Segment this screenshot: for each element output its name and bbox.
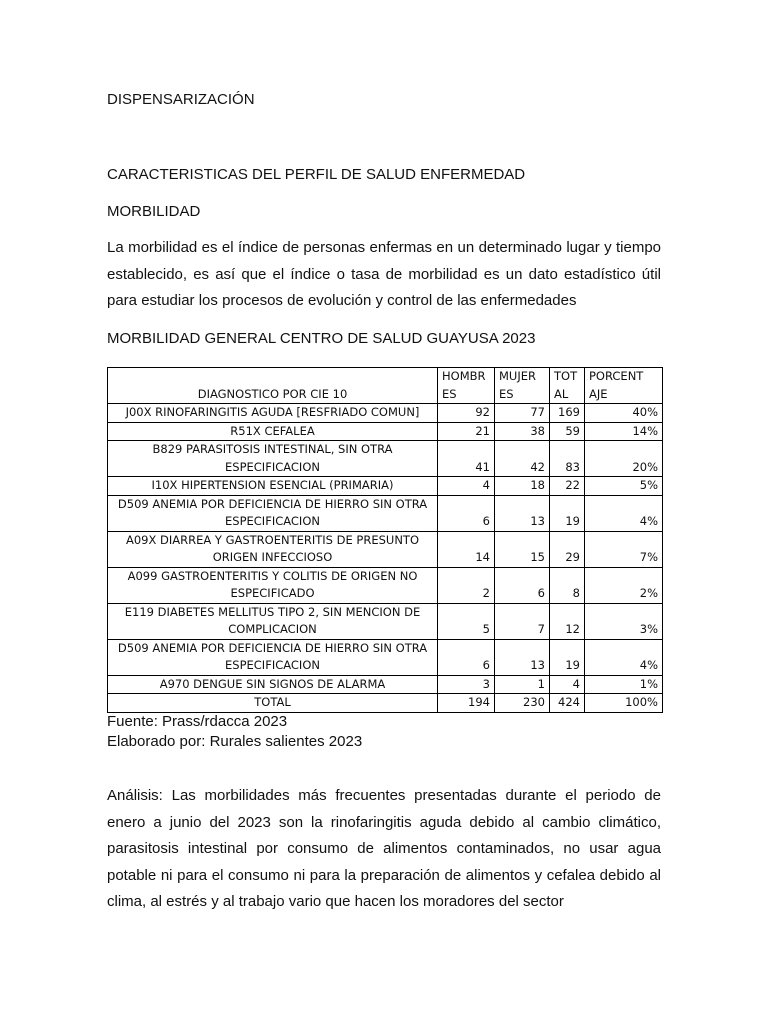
mujeres-cell: 15: [495, 531, 550, 567]
author-note: Elaborado por: Rurales salientes 2023: [107, 733, 363, 750]
analysis-line: enero a junio del 2023 son la rinofaringitis aguda debido al cambio climático,: [107, 813, 661, 831]
intro-line: La morbilidad es el índice de personas enfermas en un determinado lugar y tiempo: [107, 239, 661, 256]
total-cell: 29: [550, 531, 585, 567]
diagnosis-cell: D509 ANEMIA POR DEFICIENCIA DE HIERRO SIN OTRA ESPECIFICACION: [108, 495, 438, 531]
total-cell: 22: [550, 477, 585, 496]
table-title: MORBILIDAD GENERAL CENTRO DE SALUD GUAYUSA 2023: [107, 330, 536, 347]
table-row: [108, 639, 663, 675]
total-label: TOTAL: [108, 694, 438, 713]
hombres-cell: 41: [438, 441, 495, 477]
mujeres-cell: 1: [495, 675, 550, 694]
header-mujeres: MUJER ES: [495, 368, 550, 404]
porcentaje-cell: 2%: [585, 567, 663, 603]
header-total: TOT AL: [550, 368, 585, 404]
porcentaje-cell: 40%: [585, 404, 663, 423]
hombres-cell: 92: [438, 404, 495, 423]
hombres-cell: 21: [438, 422, 495, 441]
total-cell: 59: [550, 422, 585, 441]
diagnosis-cell: J00X RINOFARINGITIS AGUDA [RESFRIADO COMUN]: [108, 404, 438, 423]
total-cell: 12: [550, 603, 585, 639]
table-row: [108, 404, 663, 423]
diagnosis-cell: E119 DIABETES MELLITUS TIPO 2, SIN MENCION DE COMPLICACION: [108, 603, 438, 639]
total-porcentaje: 100%: [585, 694, 663, 713]
table-row: [108, 603, 663, 639]
porcentaje-cell: 4%: [585, 639, 663, 675]
hombres-cell: 6: [438, 495, 495, 531]
morbidity-table: [107, 367, 663, 713]
analysis-line: potable ni para el consumo ni para la preparación de alimentos y cefalea debido al: [107, 866, 661, 884]
diagnosis-cell: A970 DENGUE SIN SIGNOS DE ALARMA: [108, 675, 438, 694]
table-row: [108, 675, 663, 694]
header-diagnostico: DIAGNOSTICO POR CIE 10: [108, 368, 438, 404]
diagnosis-cell: R51X CEFALEA: [108, 422, 438, 441]
analysis-line: clima, al estrés y al trabajo vario que hacen los moradores del sector: [107, 893, 564, 910]
table-header-row: [108, 368, 663, 404]
porcentaje-cell: 20%: [585, 441, 663, 477]
hombres-cell: 6: [438, 639, 495, 675]
porcentaje-cell: 3%: [585, 603, 663, 639]
hombres-cell: 3: [438, 675, 495, 694]
mujeres-cell: 38: [495, 422, 550, 441]
heading-perfil-salud: CARACTERISTICAS DEL PERFIL DE SALUD ENFERMEDAD: [107, 166, 526, 183]
total-cell: 169: [550, 404, 585, 423]
intro-line: para estudiar los procesos de evolución y control de las enfermedades: [107, 292, 577, 309]
header-hombres: HOMBR ES: [438, 368, 495, 404]
analysis-line: parasitosis intestinal por consumo de alimentos contaminados, no usar agua: [107, 840, 661, 857]
heading-morbilidad: MORBILIDAD: [107, 203, 201, 220]
table-row: [108, 567, 663, 603]
mujeres-cell: 18: [495, 477, 550, 496]
table-total-row: [108, 694, 663, 713]
total-hombres: 194: [438, 694, 495, 713]
mujeres-cell: 13: [495, 639, 550, 675]
total-mujeres: 230: [495, 694, 550, 713]
table-row: [108, 495, 663, 531]
total-cell: 4: [550, 675, 585, 694]
diagnosis-cell: A09X DIARREA Y GASTROENTERITIS DE PRESUNTO ORIGEN INFECCIOSO: [108, 531, 438, 567]
table-row: [108, 441, 663, 477]
intro-line: establecido, es así que el índice o tasa de morbilidad es un dato estadístico útil: [107, 265, 661, 283]
table-row: [108, 531, 663, 567]
mujeres-cell: 6: [495, 567, 550, 603]
mujeres-cell: 7: [495, 603, 550, 639]
hombres-cell: 14: [438, 531, 495, 567]
hombres-cell: 5: [438, 603, 495, 639]
total-cell: 8: [550, 567, 585, 603]
table-row: [108, 477, 663, 496]
analysis-paragraph: [107, 783, 661, 916]
porcentaje-cell: 4%: [585, 495, 663, 531]
total-total: 424: [550, 694, 585, 713]
mujeres-cell: 42: [495, 441, 550, 477]
hombres-cell: 2: [438, 567, 495, 603]
diagnosis-cell: A099 GASTROENTERITIS Y COLITIS DE ORIGEN NO ESPECIFICADO: [108, 567, 438, 603]
intro-paragraph: [107, 235, 661, 315]
total-cell: 19: [550, 639, 585, 675]
total-cell: 83: [550, 441, 585, 477]
mujeres-cell: 77: [495, 404, 550, 423]
porcentaje-cell: 5%: [585, 477, 663, 496]
table-row: [108, 422, 663, 441]
porcentaje-cell: 7%: [585, 531, 663, 567]
source-note: Fuente: Prass/rdacca 2023: [107, 713, 288, 730]
porcentaje-cell: 14%: [585, 422, 663, 441]
diagnosis-cell: B829 PARASITOSIS INTESTINAL, SIN OTRA ESPECIFICACION: [108, 441, 438, 477]
diagnosis-cell: D509 ANEMIA POR DEFICIENCIA DE HIERRO SIN OTRA ESPECIFICACION: [108, 639, 438, 675]
diagnosis-cell: I10X HIPERTENSION ESENCIAL (PRIMARIA): [108, 477, 438, 496]
hombres-cell: 4: [438, 477, 495, 496]
header-porcentaje: PORCENT AJE: [585, 368, 663, 404]
heading-dispensarizacion: DISPENSARIZACIÓN: [107, 91, 255, 108]
total-cell: 19: [550, 495, 585, 531]
analysis-line: Análisis: Las morbilidades más frecuentes presentadas durante el periodo de: [107, 787, 661, 804]
mujeres-cell: 13: [495, 495, 550, 531]
porcentaje-cell: 1%: [585, 675, 663, 694]
